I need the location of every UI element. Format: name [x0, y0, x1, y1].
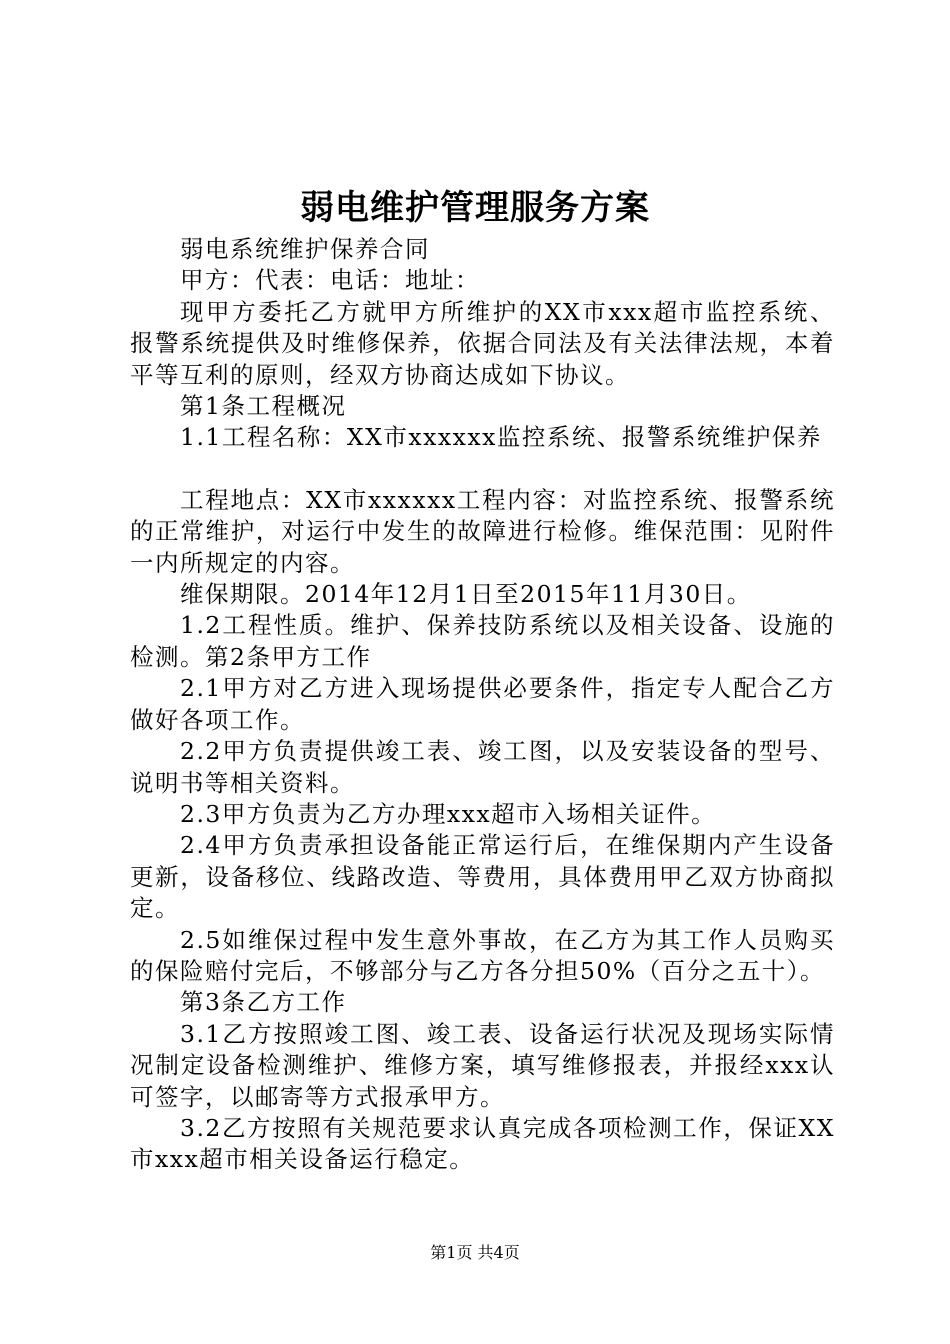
paragraph-article-3-heading: 第3条乙方工作	[180, 988, 347, 1017]
paragraph-1-2: 1.2工程性质。维护、保养技防系统以及相关设备、设施的检测。第2条甲方工作	[130, 611, 835, 671]
paragraph-intro: 现甲方委托乙方就甲方所维护的XX市xxx超市监控系统、报警系统提供及时维修保养，依据合同法及有关法律法规，本着平等互利的原则，经双方协商达成如下协议。	[130, 297, 835, 389]
document-body	[130, 234, 835, 1176]
paragraph-1-1: 1.1工程名称：XX市xxxxxx监控系统、报警系统维护保养	[180, 423, 822, 452]
page-number-footer: 第1页 共4页	[430, 1243, 520, 1262]
paragraph-3-1: 3.1乙方按照竣工图、竣工表、设备运行状况及现场实际情况制定设备检测维护、维修方案，填写维修报表，并报经xxx认可签字，以邮寄等方式报承甲方。	[130, 1019, 835, 1111]
paragraph-maintenance-period: 维保期限。2014年12月1日至2015年11月30日。	[180, 580, 752, 609]
paragraph-2-3: 2.3甲方负责为乙方办理xxx超市入场相关证件。	[180, 799, 717, 828]
paragraph-party-a: 甲方：代表：电话：地址：	[180, 266, 480, 295]
paragraph-contract-name: 弱电系统维护保养合同	[180, 235, 430, 263]
paragraph-2-1: 2.1甲方对乙方进入现场提供必要条件，指定专人配合乙方做好各项工作。	[130, 674, 835, 734]
document-title: 弱电维护管理服务方案	[300, 188, 650, 228]
paragraph-2-5: 2.5如维保过程中发生意外事故，在乙方为其工作人员购买的保险赔付完后，不够部分与乙方各分担50%（百分之五十）。	[130, 925, 835, 985]
paragraph-3-2: 3.2乙方按照有关规范要求认真完成各项检测工作，保证XX市xxx超市相关设备运行稳定。	[130, 1113, 835, 1174]
paragraph-project-location: 工程地点：XX市xxxxxx工程内容：对监控系统、报警系统的正常维护，对运行中发生的故障进行检修。维保范围：见附件一内所规定的内容。	[130, 485, 835, 577]
paragraph-article-1-heading: 第1条工程概况	[180, 392, 347, 421]
paragraph-2-4: 2.4甲方负责承担设备能正常运行后，在维保期内产生设备更新，设备移位、线路改造、等费用，具体费用甲乙双方协商拟定。	[130, 831, 835, 923]
paragraph-2-2: 2.2甲方负责提供竣工表、竣工图，以及安装设备的型号、说明书等相关资料。	[130, 737, 835, 797]
